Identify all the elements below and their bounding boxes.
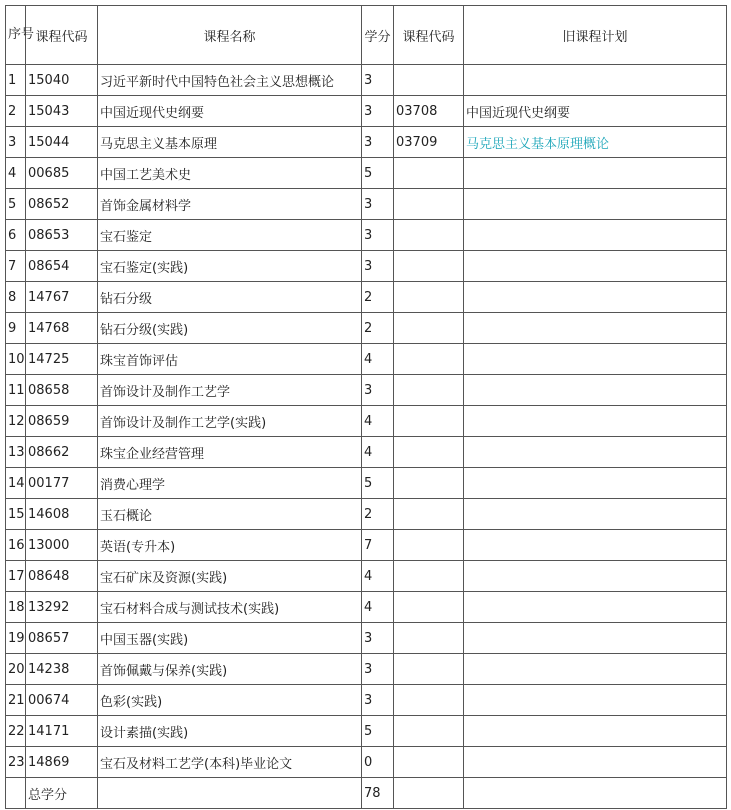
row-old-course-name: [464, 437, 727, 468]
table-row: [6, 65, 727, 96]
row-credit: 7: [362, 530, 394, 561]
row-seq: 21: [6, 685, 26, 716]
row-credit: 2: [362, 313, 394, 344]
row-old-code: [394, 251, 464, 282]
row-course-name: 珠宝企业经营管理: [98, 437, 362, 468]
row-code: 14869: [26, 747, 98, 778]
row-seq: 19: [6, 623, 26, 654]
row-old-code: 03709: [394, 127, 464, 158]
row-seq: 14: [6, 468, 26, 499]
row-seq: 15: [6, 499, 26, 530]
row-course-name: 宝石材料合成与测试技术(实践): [98, 592, 362, 623]
row-course-name: 习近平新时代中国特色社会主义思想概论: [98, 65, 362, 96]
row-old-code: [394, 685, 464, 716]
row-old-course-name: [464, 406, 727, 437]
row-credit: 2: [362, 282, 394, 313]
row-old-code: [394, 623, 464, 654]
total-old-code-cell: [394, 778, 464, 809]
row-code: 13000: [26, 530, 98, 561]
table-row: [6, 189, 727, 220]
table-row: [6, 96, 727, 127]
row-credit: 5: [362, 158, 394, 189]
row-old-code: [394, 220, 464, 251]
row-old-code: [394, 499, 464, 530]
row-old-code: [394, 406, 464, 437]
row-old-code: [394, 189, 464, 220]
row-course-name: 宝石鉴定(实践): [98, 251, 362, 282]
row-course-name: 首饰设计及制作工艺学(实践): [98, 406, 362, 437]
row-course-name: 钻石分级(实践): [98, 313, 362, 344]
total-seq-cell: [6, 778, 26, 809]
table-row: [6, 685, 727, 716]
row-credit: 2: [362, 499, 394, 530]
row-seq: 12: [6, 406, 26, 437]
row-old-code: [394, 437, 464, 468]
row-credit: 5: [362, 468, 394, 499]
row-old-course-name: [464, 65, 727, 96]
row-seq: 22: [6, 716, 26, 747]
row-code: 08659: [26, 406, 98, 437]
row-code: 08648: [26, 561, 98, 592]
total-label: 总学分: [26, 778, 98, 809]
table-row: [6, 313, 727, 344]
table-row: [6, 499, 727, 530]
header-seq-text: 序号: [8, 27, 35, 42]
row-credit: 4: [362, 437, 394, 468]
row-old-course-name: [464, 375, 727, 406]
row-credit: 3: [362, 654, 394, 685]
row-old-course-name: [464, 747, 727, 778]
row-old-course-name: [464, 189, 727, 220]
row-code: 14238: [26, 654, 98, 685]
row-course-name: 玉石概论: [98, 499, 362, 530]
row-credit: 3: [362, 623, 394, 654]
row-old-code: [394, 282, 464, 313]
header-old-code: 课程代码: [394, 6, 464, 65]
row-seq: 8: [6, 282, 26, 313]
row-old-course-name: [464, 158, 727, 189]
row-credit: 3: [362, 375, 394, 406]
row-code: 14171: [26, 716, 98, 747]
row-old-code: [394, 592, 464, 623]
row-code: 08654: [26, 251, 98, 282]
header-seq: [6, 6, 35, 65]
row-course-name: 首饰金属材料学: [98, 189, 362, 220]
row-code: 15043: [26, 96, 98, 127]
row-code: 08658: [26, 375, 98, 406]
table-row: [6, 282, 727, 313]
row-code: 14767: [26, 282, 98, 313]
row-old-course-name: [464, 623, 727, 654]
row-credit: 3: [362, 96, 394, 127]
curriculum-table: [5, 5, 727, 809]
row-seq: 9: [6, 313, 26, 344]
row-old-course-name[interactable]: 马克思主义基本原理概论: [464, 127, 727, 158]
total-credit: 78: [362, 778, 394, 809]
row-credit: 0: [362, 747, 394, 778]
total-name-cell: [98, 778, 362, 809]
row-seq: 4: [6, 158, 26, 189]
row-old-course-name: [464, 251, 727, 282]
row-code: 08657: [26, 623, 98, 654]
row-credit: 4: [362, 406, 394, 437]
row-old-code: [394, 561, 464, 592]
header-old-plan: 旧课程计划: [464, 6, 727, 65]
row-old-course-name: [464, 282, 727, 313]
row-code: 15040: [26, 65, 98, 96]
table-row: [6, 158, 727, 189]
row-course-name: 中国玉器(实践): [98, 623, 362, 654]
row-seq: 3: [6, 127, 26, 158]
row-credit: 3: [362, 189, 394, 220]
row-course-name: 首饰佩戴与保养(实践): [98, 654, 362, 685]
table-row: [6, 251, 727, 282]
total-row: [6, 778, 727, 809]
row-course-name: 珠宝首饰评估: [98, 344, 362, 375]
row-code: 13292: [26, 592, 98, 623]
header-name: 课程名称: [98, 6, 362, 65]
row-old-course-name: [464, 716, 727, 747]
row-seq: 1: [6, 65, 26, 96]
row-credit: 5: [362, 716, 394, 747]
row-old-course-name: [464, 344, 727, 375]
row-credit: 3: [362, 220, 394, 251]
row-credit: 3: [362, 251, 394, 282]
row-course-name: 英语(专升本): [98, 530, 362, 561]
row-old-code: [394, 375, 464, 406]
row-credit: 4: [362, 592, 394, 623]
row-credit: 3: [362, 65, 394, 96]
row-seq: 6: [6, 220, 26, 251]
row-old-code: [394, 344, 464, 375]
table-row: [6, 716, 727, 747]
table-row: [6, 375, 727, 406]
row-old-course-name: 中国近现代史纲要: [464, 96, 727, 127]
row-credit: 3: [362, 127, 394, 158]
table-row: [6, 437, 727, 468]
row-course-name: 中国工艺美术史: [98, 158, 362, 189]
row-old-course-name: [464, 592, 727, 623]
row-old-course-name: [464, 654, 727, 685]
row-course-name: 首饰设计及制作工艺学: [98, 375, 362, 406]
header-row: [6, 6, 727, 65]
row-course-name: 宝石及材料工艺学(本科)毕业论文: [98, 747, 362, 778]
header-code: 课程代码: [26, 6, 98, 65]
row-code: 08652: [26, 189, 98, 220]
row-old-code: [394, 158, 464, 189]
row-seq: 16: [6, 530, 26, 561]
row-seq: 10: [6, 344, 26, 375]
row-code: 08653: [26, 220, 98, 251]
row-old-code: [394, 530, 464, 561]
row-code: 00685: [26, 158, 98, 189]
table-row: [6, 561, 727, 592]
row-course-name: 设计素描(实践): [98, 716, 362, 747]
row-course-name: 宝石矿床及资源(实践): [98, 561, 362, 592]
row-old-code: [394, 747, 464, 778]
row-seq: 2: [6, 96, 26, 127]
table-body: [6, 65, 727, 809]
table-row: [6, 220, 727, 251]
row-seq: 7: [6, 251, 26, 282]
row-seq: 5: [6, 189, 26, 220]
row-old-course-name: [464, 313, 727, 344]
row-old-course-name: [464, 561, 727, 592]
row-old-course-name: [464, 685, 727, 716]
row-old-course-name: [464, 220, 727, 251]
table-row: [6, 747, 727, 778]
row-old-course-name: [464, 530, 727, 561]
row-seq: 18: [6, 592, 26, 623]
table-row: [6, 406, 727, 437]
row-credit: 4: [362, 561, 394, 592]
row-course-name: 中国近现代史纲要: [98, 96, 362, 127]
row-old-code: [394, 313, 464, 344]
row-course-name: 色彩(实践): [98, 685, 362, 716]
row-seq: 11: [6, 375, 26, 406]
row-code: 14768: [26, 313, 98, 344]
row-credit: 4: [362, 344, 394, 375]
row-seq: 20: [6, 654, 26, 685]
row-seq: 23: [6, 747, 26, 778]
row-code: 00177: [26, 468, 98, 499]
row-course-name: 马克思主义基本原理: [98, 127, 362, 158]
row-old-code: [394, 716, 464, 747]
row-old-code: 03708: [394, 96, 464, 127]
row-course-name: 钻石分级: [98, 282, 362, 313]
total-old-name-cell: [464, 778, 727, 809]
row-old-course-name: [464, 468, 727, 499]
row-credit: 3: [362, 685, 394, 716]
table-row: [6, 530, 727, 561]
row-seq: 13: [6, 437, 26, 468]
row-course-name: 宝石鉴定: [98, 220, 362, 251]
row-course-name: 消费心理学: [98, 468, 362, 499]
header-credit: 学分: [362, 6, 394, 65]
table-row: [6, 127, 727, 158]
table-row: [6, 654, 727, 685]
row-old-code: [394, 468, 464, 499]
row-seq: 17: [6, 561, 26, 592]
row-old-code: [394, 654, 464, 685]
row-code: 08662: [26, 437, 98, 468]
table-row: [6, 592, 727, 623]
row-code: 00674: [26, 685, 98, 716]
row-old-course-name: [464, 499, 727, 530]
row-old-code: [394, 65, 464, 96]
row-code: 14608: [26, 499, 98, 530]
table-row: [6, 623, 727, 654]
row-code: 14725: [26, 344, 98, 375]
table-row: [6, 344, 727, 375]
row-code: 15044: [26, 127, 98, 158]
table-row: [6, 468, 727, 499]
